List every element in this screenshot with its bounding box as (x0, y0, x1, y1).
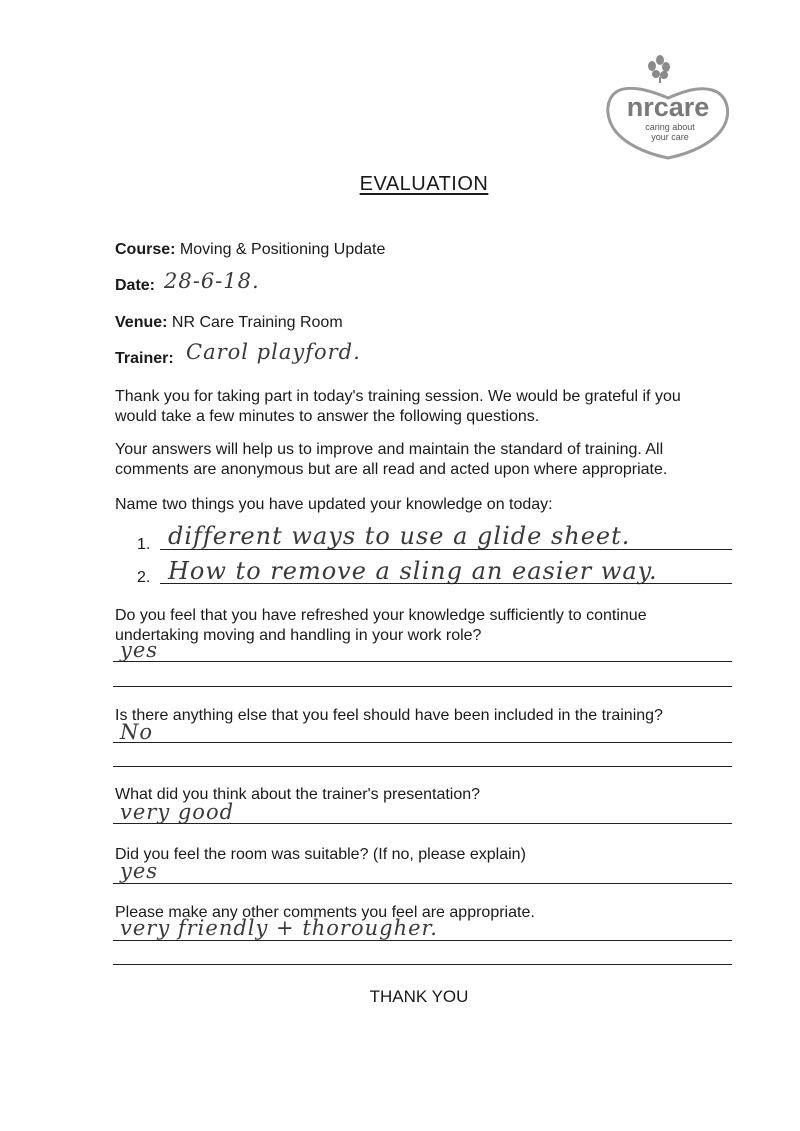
answer-other-comments[interactable]: very friendly + thorougher. (120, 916, 438, 940)
logo-brand: nrcare (626, 92, 710, 122)
question-refreshed-knowledge: Do you feel that you have refreshed your knowledge sufficiently to continue undertaking moving and handling in your work role? (115, 607, 647, 644)
answer-2-line (160, 583, 732, 584)
course-value: Moving & Positioning Update (179, 241, 386, 258)
answer-1-text[interactable]: different ways to use a glide sheet. (168, 522, 631, 550)
course-label: Course: (115, 241, 176, 258)
answer-line (113, 883, 732, 884)
answer-room-suitable[interactable]: yes (120, 859, 159, 883)
answer-line (113, 742, 732, 743)
intro-paragraph-1: Thank you for taking part in today's training session. We would be grateful if you would take a few minutes to answer the following questions. (115, 388, 681, 425)
answer-1-line (160, 549, 732, 550)
logo-tagline-2: your care (651, 132, 689, 142)
question-trainer-presentation: What did you think about the trainer's presentation? (115, 786, 481, 803)
question-anything-else: Is there anything else that you feel should have been included in the training? (115, 707, 663, 724)
date-value: 28-6-18. (164, 269, 260, 293)
trainer-label: Trainer: (115, 350, 174, 367)
answer-line (113, 964, 732, 965)
answer-trainer-presentation[interactable]: very good (120, 800, 235, 824)
question-room-suitable: Did you feel the room was suitable? (If no, please explain) (115, 846, 526, 863)
date-label: Date: (115, 277, 156, 294)
answer-line (113, 686, 732, 687)
flower-icon (648, 55, 670, 83)
answer-2-number: 2. (137, 569, 151, 586)
answer-refreshed-knowledge[interactable]: yes (120, 638, 159, 662)
trainer-value: Carol playford. (186, 340, 361, 364)
venue-label: Venue: (115, 314, 168, 331)
trainer-row (115, 349, 174, 369)
logo-tagline-1: caring about (645, 122, 695, 132)
question-updated-knowledge: Name two things you have updated your knowledge on today: (115, 496, 553, 513)
answer-line (113, 766, 732, 767)
intro-paragraph-2: Your answers will help us to improve and maintain the standard of training. All comments are anonymous but are all read and acted upon where appropriate. (115, 441, 668, 478)
page-title: EVALUATION (359, 173, 489, 195)
answer-1-number: 1. (137, 536, 151, 553)
answer-line (113, 940, 732, 941)
answer-line (113, 823, 732, 824)
nrcare-logo (600, 50, 736, 160)
question-other-comments: Please make any other comments you feel are appropriate. (115, 904, 535, 921)
answer-anything-else[interactable]: No (120, 720, 154, 744)
date-row (115, 276, 155, 296)
answer-2-text[interactable]: How to remove a sling an easier way. (168, 557, 658, 585)
venue-row (115, 313, 343, 333)
venue-value: NR Care Training Room (171, 314, 343, 331)
course-row (115, 240, 385, 260)
answer-line (113, 661, 732, 662)
thank-you-footer: THANK YOU (369, 987, 469, 1006)
